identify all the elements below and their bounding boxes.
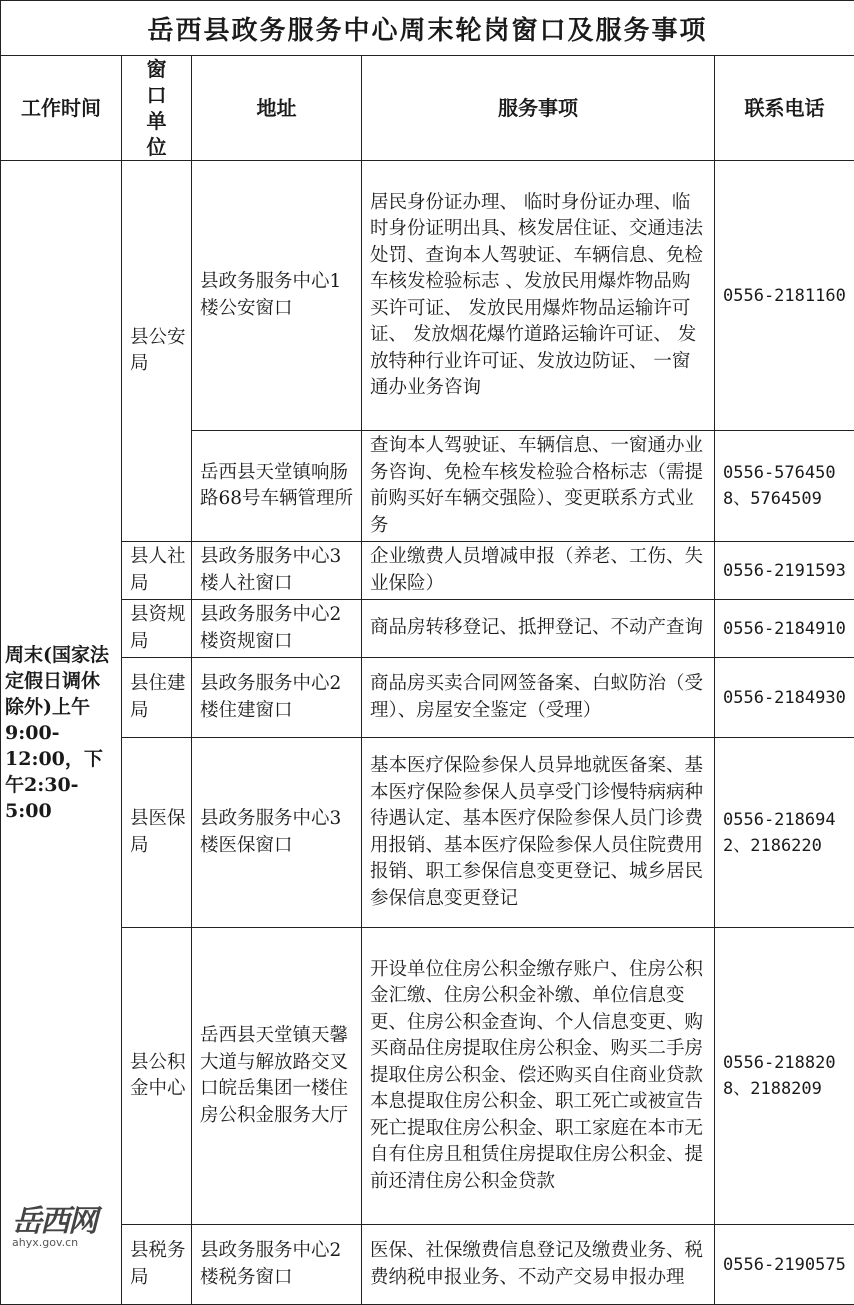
work-time-cell: 周末(国家法定假日调休除外)上午9:00-12:00，下午2:30-5:00 <box>1 161 122 1305</box>
phone-cell: 0556-2191593 <box>715 542 854 600</box>
phone-cell: 0556-2181160 <box>715 161 854 431</box>
address-cell: 县政务服务中心3楼人社窗口 <box>192 542 362 600</box>
page-title: 岳西县政务服务中心周末轮岗窗口及服务事项 <box>1 1 854 56</box>
phone-cell: 0556-5764508、5764509 <box>715 431 854 542</box>
address-cell: 县政务服务中心3楼医保窗口 <box>192 738 362 928</box>
services-cell: 企业缴费人员增减申报（养老、工伤、失业保险） <box>362 542 715 600</box>
header-unit: 窗口单位 <box>122 56 192 161</box>
unit-cell: 县税务局 <box>122 1225 192 1305</box>
services-cell: 医保、社保缴费信息登记及缴费业务、税费纳税申报业务、不动产交易申报办理 <box>362 1225 715 1305</box>
phone-cell: 0556-2188208、2188209 <box>715 928 854 1225</box>
logo-url: ahyx.gov.cn <box>12 1236 112 1249</box>
table-row <box>1 161 854 431</box>
site-logo <box>12 1196 112 1242</box>
unit-cell: 县医保局 <box>122 738 192 928</box>
table-row <box>1 658 854 738</box>
address-cell: 岳西县天堂镇天馨大道与解放路交叉口皖岳集团一楼住房公积金服务大厅 <box>192 928 362 1225</box>
unit-cell: 县住建局 <box>122 658 192 738</box>
phone-cell: 0556-2184910 <box>715 600 854 658</box>
address-cell: 岳西县天堂镇响肠路68号车辆管理所 <box>192 431 362 542</box>
address-cell: 县政务服务中心2楼资规窗口 <box>192 600 362 658</box>
services-cell: 商品房买卖合同网签备案、白蚁防治（受理）、房屋安全鉴定（受理） <box>362 658 715 738</box>
phone-cell: 0556-2186942、2186220 <box>715 738 854 928</box>
services-cell: 查询本人驾驶证、车辆信息、一窗通办业务咨询、免检车核发检验合格标志（需提前购买好车辆交强险）、变更联系方式业务 <box>362 431 715 542</box>
header-phone: 联系电话 <box>715 56 854 161</box>
address-cell: 县政务服务中心2楼住建窗口 <box>192 658 362 738</box>
header-services: 服务事项 <box>362 56 715 161</box>
phone-cell: 0556-2190575 <box>715 1225 854 1305</box>
services-cell: 开设单位住房公积金缴存账户、住房公积金汇缴、住房公积金补缴、单位信息变更、住房公积金查询、个人信息变更、购买商品住房提取住房公积金、购买二手房提取住房公积金、偿还购买自住商业贷款本息提取住房公积金、职工死亡或被宣告死亡提取住房公积金、职工家庭在本市无自有住房且租赁住房提取住房公积金、提前还清住房公积金贷款 <box>362 928 715 1225</box>
table-row <box>1 1225 854 1305</box>
table-row <box>1 542 854 600</box>
unit-cell: 县公积金中心 <box>122 928 192 1225</box>
logo-mark: 岳西网 <box>12 1196 112 1240</box>
address-cell: 县政务服务中心2楼税务窗口 <box>192 1225 362 1305</box>
services-cell: 居民身份证办理、 临时身份证办理、临时身份证明出具、核发居住证、交通违法处罚、查询本人驾驶证、车辆信息、免检车核发检验标志 、发放民用爆炸物品购买许可证、 发放民用爆炸物品运输许可证、 发放烟花爆竹道路运输许可证、 发放特种行业许可证、发放边防证、 一窗通办业务咨询 <box>362 161 715 431</box>
phone-cell: 0556-2184930 <box>715 658 854 738</box>
header-work-time: 工作时间 <box>1 56 122 161</box>
table-row <box>1 738 854 928</box>
unit-cell: 县人社局 <box>122 542 192 600</box>
address-cell: 县政务服务中心1楼公安窗口 <box>192 161 362 431</box>
table-row <box>1 928 854 1225</box>
unit-cell: 县公安局 <box>122 161 192 542</box>
services-cell: 商品房转移登记、抵押登记、不动产查询 <box>362 600 715 658</box>
header-address: 地址 <box>192 56 362 161</box>
services-cell: 基本医疗保险参保人员异地就医备案、基本医疗保险参保人员享受门诊慢特病病种待遇认定、基本医疗保险参保人员门诊费用报销、基本医疗保险参保人员住院费用报销、职工参保信息变更登记、城乡居民参保信息变更登记 <box>362 738 715 928</box>
table-row <box>1 600 854 658</box>
unit-cell: 县资规局 <box>122 600 192 658</box>
